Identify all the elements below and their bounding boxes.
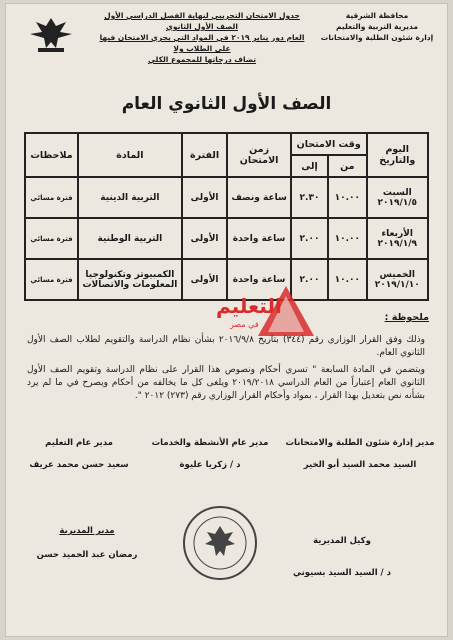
cell-subject: التربية الوطنية [78,218,182,259]
signature-name: سعيد حسن محمد عريف [29,460,129,470]
signature-block [19,436,139,472]
director-signature-block [27,524,147,562]
eagle-emblem-icon [16,14,86,54]
cell-from: ١٠.٠٠ [328,259,366,300]
table-row [25,218,428,259]
signature-name: د / السيد السيد بسيوني [292,568,391,578]
note-paragraph-1: وذلك وفق القرار الوزاري رقم (٣٤٤) بتاريخ ٢٠١٦/٩/٨ بشأن نظام الدراسة والتقويم لطلاب الصف الأول الثانوي العام. [27,335,425,358]
cell-duration: ساعة ونصف [227,177,291,218]
cell-period: الأولى [182,259,228,300]
document-page [6,4,447,636]
cell-to: ٢.٠٠ [291,218,328,259]
cell-to: ٢.٣٠ [291,177,328,218]
watermark-text: التعليم [216,294,282,318]
org-line: مديرية التربية والتعليم [336,22,418,31]
organization-header [317,10,437,43]
cell-duration: ساعة واحدة [227,218,291,259]
cell-from: ١٠.٠٠ [328,218,366,259]
org-line: إدارة شئون الطلبة والامتحانات [320,33,434,42]
header-period: الفترة [182,133,228,177]
description-line: جدول الامتحان التجريبي لنهاية الفصل الدراسي الأول الصف الأول الثانوي [104,11,300,31]
cell-period: الأولى [182,218,228,259]
cell-period: الأولى [182,177,228,218]
signature-title: مدير إدارة شئون الطلبة والامتحانات [285,438,435,448]
cell-day [367,177,429,218]
notes-label: ملحوظة : [384,312,429,323]
table-row [25,177,428,218]
signature-block [145,436,275,472]
page-title: الصف الأول الثانوي العام [121,94,332,114]
note-paragraph-2: ويتضمن في المادة السابعة " تسري أحكام ونصوص هذا القرار على نظام الدراسة وتقويم الصف الأول الثانوي العام إعتباراً من العام الدراسي ٢٠١٩/٢٠١٨ ويلغى كل ما يخالفه من أحكام ويصرح في ما لم يرد بشأنه نص بتعديل بهذا القرار ، بمواد وأحكام القرار الوزاري رقم (٢٧٣) ٢٠١٢ ". [27,365,425,401]
signature-name: السيد محمد السيد أبو الخير [303,460,417,470]
day-date: ٢٠١٩/١/٩ [377,238,418,249]
table-header-row [25,133,428,155]
cell-subject: التربية الدينية [78,177,182,218]
cell-note: فترة مسائي [25,259,78,300]
header-subject: المادة [78,133,182,177]
cell-duration: ساعة واحدة [227,259,291,300]
day-date: ٢٠١٩/١/٥ [377,197,418,208]
signature-name: د / زكريا عليوة [179,460,241,470]
description-line: تضاف درجاتها للمجموع الكلي [147,55,257,64]
header-day: اليوم والتاريخ [367,133,429,177]
cell-day [367,218,429,259]
header-duration: زمن الامتحان [227,133,291,177]
deputy-signature-block [277,534,407,580]
cell-note: فترة مسائي [25,177,78,218]
signature-title: مدير عام الأنشطة والخدمات [151,438,269,448]
day-name: الأربعاء [381,228,413,239]
cell-from: ١٠.٠٠ [328,177,366,218]
official-seal-icon [181,504,259,582]
header-notes: ملاحظات [25,133,78,177]
cell-day [367,259,429,300]
day-date: ٢٠١٩/١/١٠ [374,279,420,290]
org-line: محافظة الشرقية [345,11,409,20]
cell-note: فترة مسائي [25,218,78,259]
day-name: الخميس [379,269,415,280]
signature-title: مدير المديرية [59,526,115,536]
cell-to: ٢.٠٠ [291,259,328,300]
signature-block [285,436,435,472]
signature-title: وكيل المديرية [313,536,371,546]
signature-title: مدير عام التعليم [45,438,113,448]
signature-name: رمضان عبد الحميد حسن [36,550,138,560]
cell-subject: الكمبيوتر وتكنولوجيا المعلومات والاتصالات [78,259,182,300]
header-to: إلى [291,155,328,177]
header-from: من [328,155,366,177]
header-time: وقت الامتحان [291,133,367,155]
description-line: العام دور يناير ٢٠١٩ في المواد التي يجري الامتحان فيها على الطلاب ولا [99,33,305,53]
watermark-subtext: في مصر [230,320,259,329]
schedule-description [97,10,307,65]
day-name: السبت [382,187,412,198]
exam-schedule-table [24,132,429,301]
